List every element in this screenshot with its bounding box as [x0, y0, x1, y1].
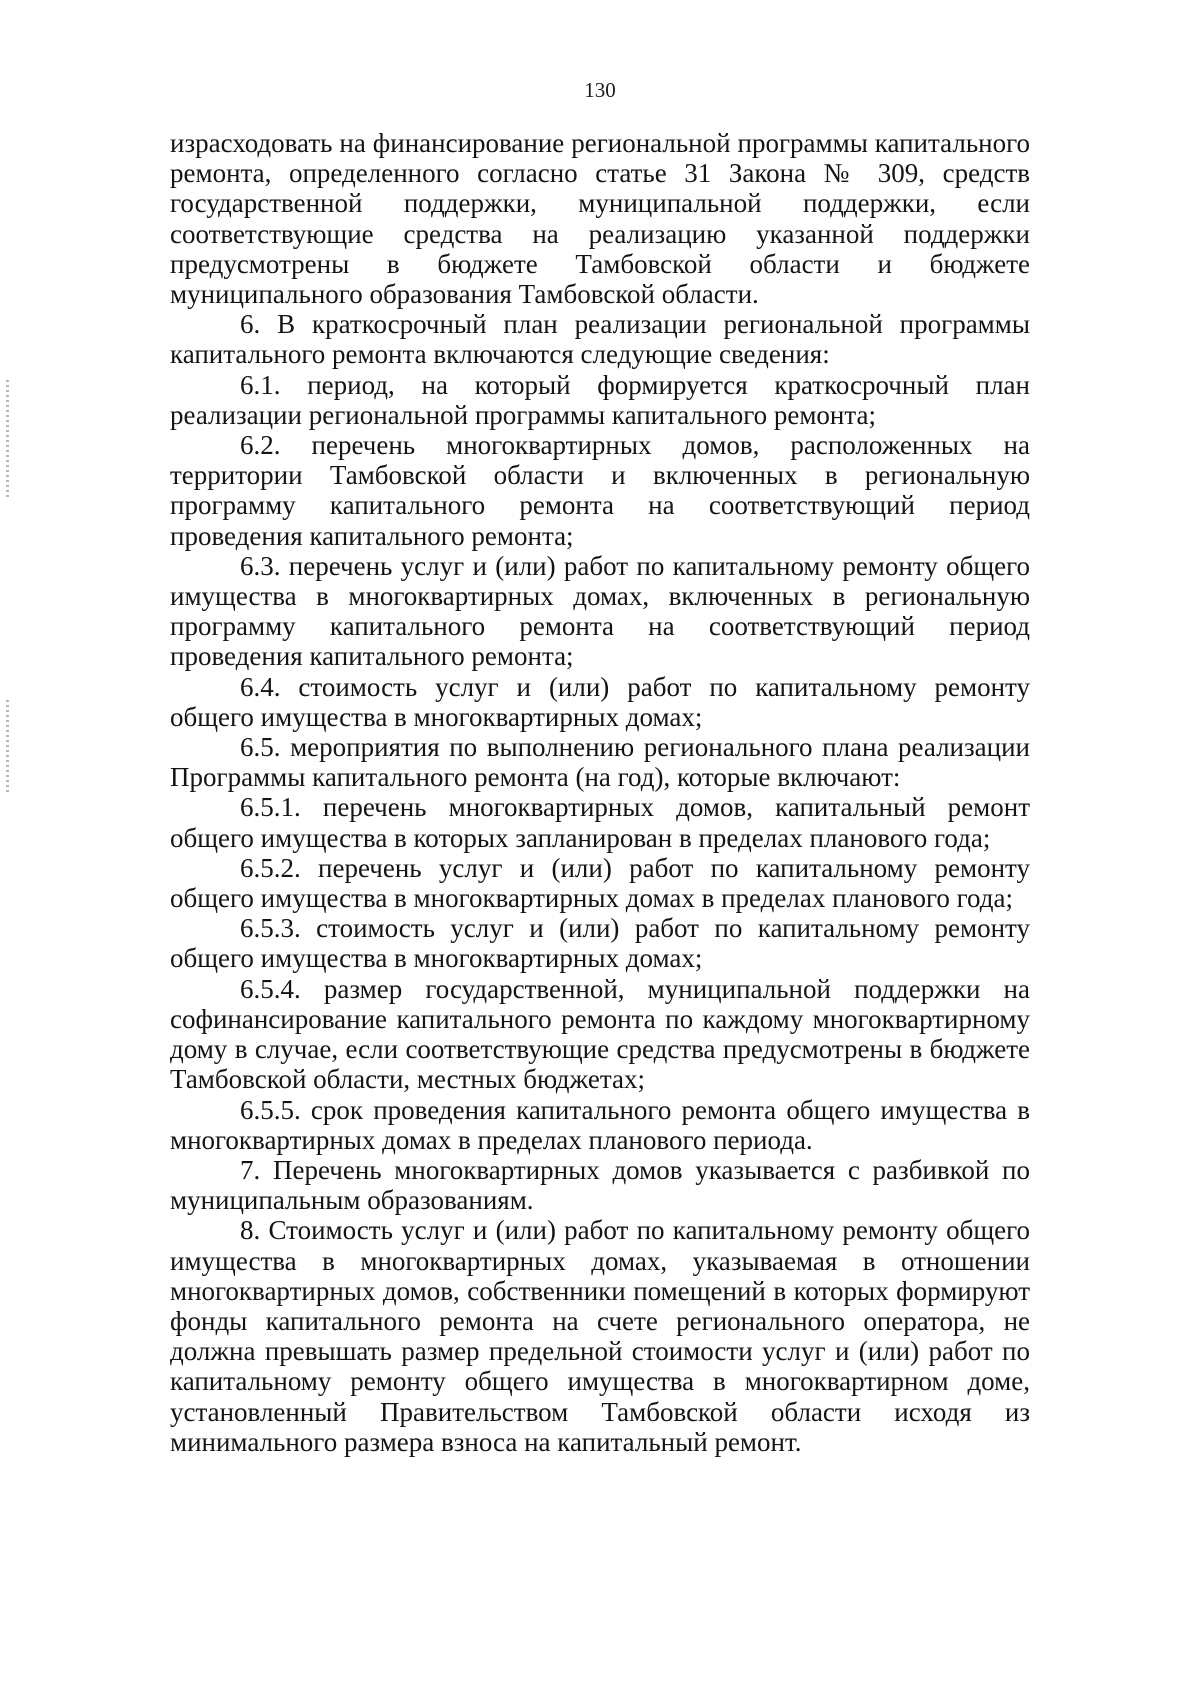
- paragraph-6-5-3: 6.5.3. стоимость услуг и (или) работ по капитальному ремонту общего имущества в многоквартирных домах;: [170, 913, 1030, 974]
- paragraph-6-5: 6.5. мероприятия по выполнению регионального плана реализации Программы капитального ремонта (на год), которые включают:: [170, 732, 1030, 793]
- document-body: [170, 128, 1030, 1457]
- scan-edge-mark: [6, 380, 9, 500]
- paragraph-6-4: 6.4. стоимость услуг и (или) работ по капитальному ремонту общего имущества в многоквартирных домах;: [170, 671, 1030, 732]
- paragraph-6-5-2: 6.5.2. перечень услуг и (или) работ по капитальному ремонту общего имущества в многоквартирных домах в пределах планового года;: [170, 852, 1030, 914]
- paragraph-6-2: 6.2. перечень многоквартирных домов, расположенных на территории Тамбовской области и включенных в региональную программу капитального ремонта на соответствующий период проведения капитального ремонта;: [170, 430, 1030, 551]
- paragraph-6-5-1: 6.5.1. перечень многоквартирных домов, капитальный ремонт общего имущества в которых запланирован в пределах планового года;: [170, 792, 1030, 853]
- paragraph-6-3: 6.3. перечень услуг и (или) работ по капитальному ремонту общего имущества в многоквартирных домах, включенных в региональную программу капитального ремонта на соответствующий период проведения капитального ремонта;: [170, 550, 1030, 672]
- paragraph-7: 7. Перечень многоквартирных домов указывается с разбивкой по муниципальным образованиям.: [170, 1154, 1030, 1216]
- paragraph-8: 8. Стоимость услуг и (или) работ по капитальному ремонту общего имущества в многоквартирных домах, указываемая в отношении многоквартирных домов, собственники помещений в которых формируют фонды капитального ремонта на счете регионального оператора, не должна превышать размер предельной стоимости услуг и (или) работ по капитальному ремонту общего имущества в многоквартирном доме, установленный Правительством Тамбовской области исходя из минимального размера взноса на капитальный ремонт.: [170, 1215, 1030, 1457]
- paragraph-6-5-4: 6.5.4. размер государственной, муниципальной поддержки на софинансирование капитального ремонта по каждому многоквартирному дому в случае, если соответствующие средства предусмотрены в бюджете Тамбовской области, местных бюджетах;: [170, 973, 1030, 1095]
- paragraph-6: 6. В краткосрочный план реализации региональной программы капитального ремонта включаются следующие сведения:: [170, 309, 1030, 370]
- paragraph-continuation: израсходовать на финансирование региональной программы капитального ремонта, определенного согласно статье 31 Закона № 309, средств государственной поддержки, муниципальной поддержки, если соответствующие средства на реализацию указанной поддержки предусмотрены в бюджете Тамбовской области и бюджете муниципального образования Тамбовской области.: [170, 128, 1030, 310]
- paragraph-6-5-5: 6.5.5. срок проведения капитального ремонта общего имущества в многоквартирных домах в пределах планового периода.: [170, 1094, 1030, 1155]
- paragraph-6-1: 6.1. период, на который формируется краткосрочный план реализации региональной программы капитального ремонта;: [170, 369, 1030, 430]
- scan-edge-mark: [6, 700, 9, 795]
- page-number: 130: [584, 78, 616, 102]
